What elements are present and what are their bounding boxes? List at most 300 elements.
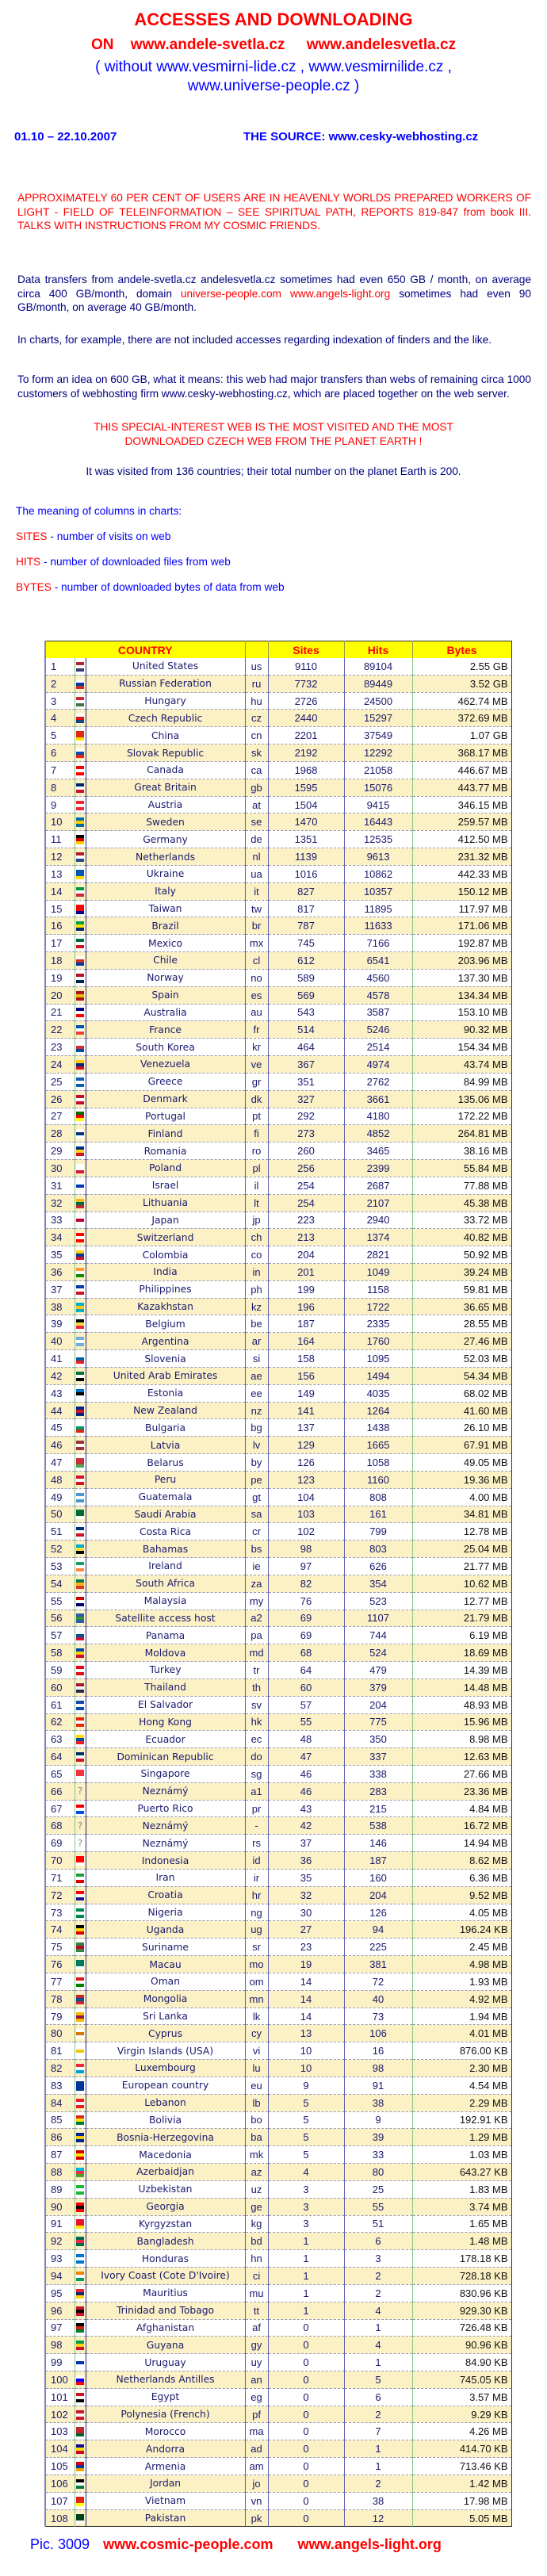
flag-cell [75, 2337, 86, 2354]
legend-desc: - number of downloaded bytes of data from web [51, 581, 285, 593]
sites-count: 612 [268, 952, 344, 970]
table-row [45, 1835, 511, 1852]
flag-sr-icon [76, 1943, 84, 1952]
hits-count: 1722 [344, 1298, 412, 1315]
country-code: ng [245, 1904, 268, 1921]
table-row [45, 1506, 511, 1523]
table-row [45, 1488, 511, 1506]
flag-cell [75, 2284, 86, 2302]
flag-no-icon [76, 974, 84, 983]
flag-il-icon [76, 1181, 84, 1191]
flag-id-icon [76, 1856, 84, 1866]
country-name: Malaysia [86, 1592, 245, 1610]
bytes-amount: 26.10 MB [412, 1419, 511, 1437]
flag-bd-icon [76, 2237, 84, 2246]
hits-count: 7166 [344, 935, 412, 952]
hits-count: 9415 [344, 796, 412, 813]
bytes-amount: 45.38 MB [412, 1194, 511, 1211]
row-number: 81 [45, 2042, 75, 2060]
hits-count: 1 [344, 2458, 412, 2475]
bytes-amount: 8.62 MB [412, 1852, 511, 1870]
country-code: om [245, 1973, 268, 1990]
country-name: Denmark [86, 1090, 245, 1108]
country-code: si [245, 1350, 268, 1368]
table-row [45, 658, 511, 675]
hits-count: 12292 [344, 744, 412, 762]
bytes-amount: 2.45 MB [412, 1939, 511, 1956]
column-header-bytes[interactable]: Bytes [412, 641, 511, 659]
country-code: ph [245, 1280, 268, 1298]
flag-cell [75, 2094, 86, 2111]
country-name: Azerbaidjan [86, 2164, 245, 2181]
flag-cy-icon [76, 2029, 84, 2038]
table-row [45, 2458, 511, 2475]
flag-cell [75, 2423, 86, 2440]
flag-ee-icon [76, 1389, 84, 1399]
country-name: India [86, 1263, 245, 1280]
flag-unknown-icon: ? [77, 1837, 83, 1849]
table-row [45, 779, 511, 796]
flag-om-icon [76, 1977, 84, 1987]
table-row [45, 2060, 511, 2077]
bytes-amount: 12.63 MB [412, 1748, 511, 1766]
flag-af-icon [76, 2323, 84, 2333]
bytes-amount: 192.91 KB [412, 2111, 511, 2129]
bytes-amount: 6.36 MB [412, 1869, 511, 1886]
table-row [45, 917, 511, 935]
sites-count: 13 [268, 2025, 344, 2042]
flag-cell [75, 1575, 86, 1592]
sites-count: 0 [268, 2371, 344, 2388]
country-name: Belarus [86, 1454, 245, 1472]
sites-count: 19 [268, 1956, 344, 1973]
sites-count: 69 [268, 1610, 344, 1627]
country-code: tt [245, 2302, 268, 2319]
universe-people-link[interactable]: universe-people.com [180, 287, 281, 300]
approx-users-text: APPROXIMATELY 60 PER CENT OF USERS ARE IN HEAVENLY WORLDS PREPARED WORKERS OF LIGHT - FIELD OF TELEINFORMATION – SEE SPIRITUAL PATH, REPORTS 819-847 from book III. TALKS WITH INSTRUCTIONS FROM MY COSMIC FRIENDS. [17, 192, 531, 232]
country-name: Italy [86, 882, 245, 900]
hits-count: 225 [344, 1939, 412, 1956]
flag-cell [75, 744, 86, 762]
hits-count: 4035 [344, 1384, 412, 1402]
flag-sa-icon [76, 1510, 84, 1519]
row-number: 94 [45, 2268, 75, 2285]
table-row [45, 2198, 511, 2215]
table-row [45, 882, 511, 900]
bytes-amount: 28.55 MB [412, 1315, 511, 1333]
sites-count: 23 [268, 1939, 344, 1956]
flag-ru-icon [76, 679, 84, 689]
table-row [45, 2180, 511, 2198]
country-code: ec [245, 1731, 268, 1748]
country-name: Trinidad and Tobago [86, 2302, 245, 2319]
row-number: 63 [45, 1731, 75, 1748]
flag-cell [75, 1143, 86, 1160]
flag-jo-icon [76, 2479, 84, 2489]
country-name: Guatemala [86, 1488, 245, 1506]
country-name: Egypt [86, 2388, 245, 2406]
legend-key: SITES [16, 530, 48, 542]
country-code: gb [245, 779, 268, 796]
country-code: pl [245, 1160, 268, 1177]
flag-pf-icon [76, 2410, 84, 2420]
sites-count: 37 [268, 1835, 344, 1852]
hits-count: 2399 [344, 1160, 412, 1177]
country-name: Guyana [86, 2337, 245, 2354]
country-code: sa [245, 1506, 268, 1523]
flag-br-icon [76, 921, 84, 931]
table-row [45, 1160, 511, 1177]
flag-cell [75, 1990, 86, 2008]
country-code: nl [245, 848, 268, 866]
visited-countries-note: It was visited from 136 countries; their total number on the planet Earth is 200. [86, 465, 461, 477]
column-header-country[interactable]: COUNTRY [45, 641, 245, 659]
row-number: 18 [45, 952, 75, 970]
country-name: Polynesia (French) [86, 2406, 245, 2423]
hits-count: 775 [344, 1713, 412, 1731]
row-number: 77 [45, 1973, 75, 1990]
flag-ma-icon [76, 2427, 84, 2436]
flag-it-icon [76, 887, 84, 897]
country-code: - [245, 1817, 268, 1835]
angels-light-link[interactable]: www.angels-light.org [289, 287, 391, 300]
country-name: Colombia [86, 1246, 245, 1264]
hits-count: 39 [344, 2129, 412, 2146]
country-code: ci [245, 2268, 268, 2285]
flag-pk-icon [76, 2514, 84, 2524]
bytes-amount: 446.67 MB [412, 761, 511, 779]
sites-count: 123 [268, 1471, 344, 1488]
country-code: sr [245, 1939, 268, 1956]
flag-cell [75, 1731, 86, 1748]
bytes-amount: 36.65 MB [412, 1298, 511, 1315]
row-number: 92 [45, 2233, 75, 2250]
country-name: Uruguay [86, 2354, 245, 2371]
flag-cell [75, 1766, 86, 1783]
table-row [45, 952, 511, 970]
sites-count: 0 [268, 2509, 344, 2527]
sites-count: 0 [268, 2388, 344, 2406]
row-number: 103 [45, 2423, 75, 2440]
flag-cell [75, 1939, 86, 1956]
row-number: 31 [45, 1177, 75, 1194]
flag-dk-icon [76, 1095, 84, 1104]
flag-cell [75, 1921, 86, 1939]
table-row [45, 1263, 511, 1280]
flag-lv-icon [76, 1441, 84, 1450]
country-code: ee [245, 1384, 268, 1402]
table-row [45, 2284, 511, 2302]
flag-cell [75, 813, 86, 831]
hits-count: 2107 [344, 1194, 412, 1211]
hits-count: 6 [344, 2233, 412, 2250]
country-name: Australia [86, 1004, 245, 1021]
country-name: Sri Lanka [86, 2008, 245, 2025]
table-row [45, 2042, 511, 2060]
country-name: Oman [86, 1973, 245, 1990]
table-row [45, 2319, 511, 2337]
picture-number: Pic. 3009 [30, 2536, 90, 2552]
sites-count: 158 [268, 1350, 344, 1368]
country-name: Virgin Islands (USA) [86, 2042, 245, 2060]
table-row [45, 710, 511, 727]
country-name: Bulgaria [86, 1419, 245, 1437]
flag-a2-icon [76, 1613, 84, 1623]
row-number: 64 [45, 1748, 75, 1766]
bytes-amount: 137.30 MB [412, 969, 511, 986]
table-row [45, 2094, 511, 2111]
flag-cell [75, 1419, 86, 1437]
table-row [45, 1039, 511, 1056]
bytes-amount: 745.05 KB [412, 2371, 511, 2388]
flag-am-icon [76, 2462, 84, 2471]
hits-count: 9 [344, 2111, 412, 2129]
flag-ve-icon [76, 1060, 84, 1070]
table-row [45, 744, 511, 762]
hits-count: 4560 [344, 969, 412, 986]
country-name: Indonesia [86, 1852, 245, 1870]
legend-desc: - number of downloaded files from web [40, 556, 231, 568]
bytes-amount: 50.92 MB [412, 1246, 511, 1264]
bytes-amount: 412.50 MB [412, 831, 511, 848]
flag-cell [75, 710, 86, 727]
sites-count: 9110 [268, 658, 344, 675]
sites-count: 0 [268, 2475, 344, 2492]
table-row [45, 692, 511, 710]
flag-cell [75, 761, 86, 779]
country-code: ar [245, 1333, 268, 1350]
table-row [45, 1454, 511, 1472]
country-code: pe [245, 1471, 268, 1488]
row-number: 69 [45, 1835, 75, 1852]
row-number: 49 [45, 1488, 75, 1506]
hits-count: 1058 [344, 1454, 412, 1472]
table-row [45, 1592, 511, 1610]
flag-cell [75, 1782, 86, 1800]
country-name: Lebanon [86, 2094, 245, 2111]
flag-cell [75, 2008, 86, 2025]
flag-au-icon [76, 1008, 84, 1017]
table-row [45, 1886, 511, 1904]
country-code: gt [245, 1488, 268, 1506]
flag-cell [75, 900, 86, 917]
row-number: 70 [45, 1852, 75, 1870]
hits-count: 15076 [344, 779, 412, 796]
bytes-amount: 68.02 MB [412, 1384, 511, 1402]
table-row [45, 727, 511, 744]
column-header-hits[interactable]: Hits [344, 641, 412, 659]
table-body [45, 658, 511, 2527]
flag-gb-icon [76, 783, 84, 793]
row-number: 85 [45, 2111, 75, 2129]
row-number: 62 [45, 1713, 75, 1731]
bytes-amount: 14.94 MB [412, 1835, 511, 1852]
flag-mu-icon [76, 2289, 84, 2298]
sites-count: 1351 [268, 831, 344, 848]
hits-count: 38 [344, 2492, 412, 2509]
country-code: pt [245, 1108, 268, 1125]
row-number: 41 [45, 1350, 75, 1368]
flag-unknown-icon: ? [77, 1786, 83, 1797]
country-name: Macedonia [86, 2146, 245, 2164]
country-name: Slovak Republic [86, 744, 245, 762]
flag-cell [75, 2406, 86, 2423]
hits-count: 3661 [344, 1090, 412, 1108]
bytes-amount: 59.81 MB [412, 1280, 511, 1298]
table-row [45, 2475, 511, 2492]
site-link-andele-svetla[interactable]: www.andele-svetla.cz [130, 36, 285, 53]
flag-tr-icon [76, 1666, 84, 1675]
country-code: vn [245, 2492, 268, 2509]
table-row [45, 1782, 511, 1800]
bytes-amount: 876.00 KB [412, 2042, 511, 2060]
sites-count: 10 [268, 2042, 344, 2060]
row-number: 57 [45, 1627, 75, 1644]
row-number: 10 [45, 813, 75, 831]
hits-count: 89449 [344, 675, 412, 692]
hits-count: 1158 [344, 1280, 412, 1298]
row-number: 48 [45, 1471, 75, 1488]
hits-count: 350 [344, 1731, 412, 1748]
flag-cell [75, 1004, 86, 1021]
flag-cell [75, 952, 86, 970]
site-link-andelesvetla[interactable]: www.andelesvetla.cz [306, 36, 457, 53]
footer-link-cosmic-people[interactable]: www.cosmic-people.com [103, 2536, 274, 2552]
hits-count: 33 [344, 2146, 412, 2164]
row-number: 108 [45, 2509, 75, 2527]
flag-cell [75, 1194, 86, 1211]
table-row [45, 2492, 511, 2509]
country-name: Peru [86, 1471, 245, 1488]
country-code: at [245, 796, 268, 813]
bytes-amount: 171.06 MB [412, 917, 511, 935]
country-code: by [245, 1454, 268, 1472]
country-name: Austria [86, 796, 245, 813]
row-number: 12 [45, 848, 75, 866]
country-code: mu [245, 2284, 268, 2302]
flag-cell [75, 2319, 86, 2337]
country-name: Ireland [86, 1558, 245, 1575]
country-code: ug [245, 1921, 268, 1939]
flag-cell [75, 1437, 86, 1454]
sites-count: 745 [268, 935, 344, 952]
bytes-amount: 21.79 MB [412, 1610, 511, 1627]
flag-kr-icon [76, 1043, 84, 1052]
row-number: 3 [45, 692, 75, 710]
flag-cell [75, 1454, 86, 1472]
flag-cell [75, 1246, 86, 1264]
footer-link-angels-light[interactable]: www.angels-light.org [297, 2536, 442, 2552]
sites-count: 129 [268, 1437, 344, 1454]
country-name: Estonia [86, 1384, 245, 1402]
hits-count: 2762 [344, 1073, 412, 1090]
country-code: hu [245, 692, 268, 710]
row-number: 26 [45, 1090, 75, 1108]
country-name: Czech Republic [86, 710, 245, 727]
bytes-amount: 203.96 MB [412, 952, 511, 970]
flag-de-icon [76, 835, 84, 844]
sites-count: 787 [268, 917, 344, 935]
hits-count: 1049 [344, 1263, 412, 1280]
bytes-amount: 150.12 MB [412, 882, 511, 900]
hits-count: 16443 [344, 813, 412, 831]
row-number: 29 [45, 1143, 75, 1160]
flag-cell [75, 831, 86, 848]
bytes-amount: 19.36 MB [412, 1471, 511, 1488]
table-row [45, 1090, 511, 1108]
flag-cell [75, 1748, 86, 1766]
country-name: Andorra [86, 2440, 245, 2458]
flag-pt-icon [76, 1112, 84, 1121]
bytes-amount: 3.74 MB [412, 2198, 511, 2215]
country-name: Ecuador [86, 1731, 245, 1748]
country-code: au [245, 1004, 268, 1021]
bytes-amount: 442.33 MB [412, 865, 511, 882]
row-number: 79 [45, 2008, 75, 2025]
flag-lk-icon [76, 2012, 84, 2022]
bytes-amount: 414.70 KB [412, 2440, 511, 2458]
row-number: 16 [45, 917, 75, 935]
country-name: Uzbekistan [86, 2180, 245, 2198]
flag-pe-icon [76, 1476, 84, 1485]
flag-cell [75, 1177, 86, 1194]
country-code: sg [245, 1766, 268, 1783]
country-code: ae [245, 1367, 268, 1384]
country-name: Netherlands [86, 848, 245, 866]
sites-count: 256 [268, 1160, 344, 1177]
sites-count: 30 [268, 1904, 344, 1921]
sites-count: 42 [268, 1817, 344, 1835]
bytes-amount: 1.42 MB [412, 2475, 511, 2492]
table-row [45, 2215, 511, 2233]
sites-count: 292 [268, 1108, 344, 1125]
row-number: 87 [45, 2146, 75, 2164]
sites-count: 196 [268, 1298, 344, 1315]
flag-cell [75, 2233, 86, 2250]
sites-count: 1 [268, 2233, 344, 2250]
bytes-amount: 17.98 MB [412, 2492, 511, 2509]
country-name: Poland [86, 1160, 245, 1177]
country-name: Finland [86, 1125, 245, 1143]
row-number: 84 [45, 2094, 75, 2111]
country-name: Hungary [86, 692, 245, 710]
bytes-amount: 4.84 MB [412, 1800, 511, 1817]
country-code: cy [245, 2025, 268, 2042]
table-row [45, 1748, 511, 1766]
sites-count: 126 [268, 1454, 344, 1472]
bytes-amount: 52.03 MB [412, 1350, 511, 1368]
row-number: 2 [45, 675, 75, 692]
sites-count: 76 [268, 1592, 344, 1610]
sites-count: 69 [268, 1627, 344, 1644]
bytes-amount: 3.57 MB [412, 2388, 511, 2406]
flag-cell [75, 1627, 86, 1644]
sites-count: 1139 [268, 848, 344, 866]
sites-count: 223 [268, 1211, 344, 1229]
flag-md-icon [76, 1648, 84, 1658]
table-row [45, 848, 511, 866]
sites-count: 201 [268, 1263, 344, 1280]
sites-count: 82 [268, 1575, 344, 1592]
flag-kg-icon [76, 2219, 84, 2229]
flag-by-icon [76, 1458, 84, 1468]
flag-cell [75, 1263, 86, 1280]
flag-cell [75, 2268, 86, 2285]
flag-lt-icon [76, 1199, 84, 1208]
row-number: 33 [45, 1211, 75, 1229]
table-row [45, 1298, 511, 1315]
column-header-sites[interactable]: Sites [268, 641, 344, 659]
